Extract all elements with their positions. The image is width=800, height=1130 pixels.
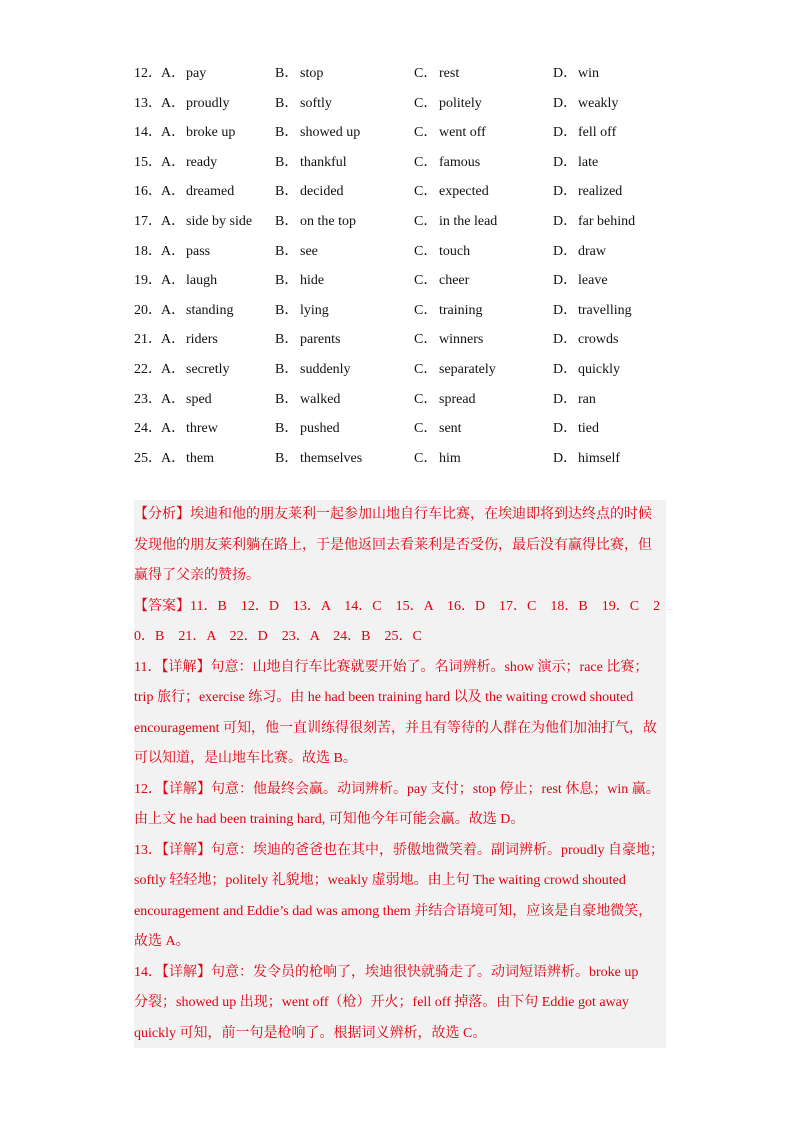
option-text: dreamed (186, 184, 235, 200)
option-letter: D． (553, 421, 578, 437)
detail-line: 可以知道，是山地车比赛。故选 B。 (134, 751, 357, 766)
detail-line: 12．【详解】句意：他最终会赢。动词辨析。pay 支付；stop 停止；rest 休息；win 赢。 (134, 781, 660, 797)
question-row (134, 447, 694, 477)
option-text: in the lead (439, 213, 498, 229)
option-letter: D． (553, 302, 578, 318)
option-text: tied (578, 421, 599, 437)
option-letter: B． (275, 95, 299, 111)
option-letter: D． (553, 243, 578, 259)
option (553, 271, 608, 291)
option-text: suddenly (300, 361, 351, 377)
option-text: separately (439, 361, 496, 377)
question-number: 15． (134, 154, 162, 170)
option (553, 64, 599, 84)
option-letter: C． (414, 332, 438, 348)
option (275, 123, 360, 143)
option-letter: A． (161, 391, 186, 407)
option (553, 242, 606, 262)
question-number: 14． (134, 125, 162, 141)
option (414, 390, 476, 410)
option (275, 390, 340, 410)
detail-line: trip 旅行；exercise 练习。由 he had been training hard 以及 the waiting crowd shouted (134, 690, 634, 705)
detail-12 (134, 775, 666, 836)
option-letter: B． (275, 421, 299, 437)
option-letter: A． (161, 66, 186, 81)
option-text: fell off (578, 125, 617, 141)
option-text: sped (186, 391, 212, 407)
option-letter: B． (275, 361, 299, 377)
option-letter: D． (553, 213, 578, 229)
option-letter: B． (275, 184, 299, 200)
option-letter: C． (414, 273, 438, 289)
option-letter: A． (161, 184, 186, 200)
option-text: quickly (578, 361, 620, 377)
option (275, 449, 362, 469)
option-letter: D． (553, 66, 578, 81)
option (553, 330, 618, 350)
option-text: went off (439, 125, 486, 141)
option (275, 330, 340, 350)
option-text: touch (439, 243, 471, 259)
option (414, 182, 489, 202)
option-text: ready (186, 154, 218, 170)
question-row (134, 358, 694, 388)
option (553, 360, 620, 380)
question-number: 21． (134, 332, 162, 348)
option (553, 182, 622, 202)
option (275, 212, 356, 232)
option-text: him (439, 450, 461, 466)
detail-line: 由上文 he had been training hard, 可知他今年可能会赢。故选 D。 (134, 812, 525, 827)
question-number: 25． (134, 450, 162, 466)
option (414, 153, 480, 173)
option (414, 330, 483, 350)
question-number: 22． (134, 361, 162, 377)
option-letter: B． (275, 66, 299, 81)
analysis-line: 赢得了父亲的赞扬。 (134, 568, 260, 583)
option-letter: C． (414, 243, 438, 259)
option (161, 94, 230, 114)
analysis-line: 【分析】埃迪和他的朋友莱利一起参加山地自行车比赛，在埃迪即将到达终点的时候 (134, 507, 652, 522)
option-letter: A． (161, 361, 186, 377)
option (161, 390, 212, 410)
option (161, 153, 217, 173)
detail-line: encouragement and Eddie’s dad was among them 并结合语境可知，应该是自豪地微笑， (134, 903, 653, 919)
option-letter: D． (553, 95, 578, 111)
option-letter: C． (414, 66, 438, 81)
option-text: travelling (578, 302, 632, 318)
option (161, 123, 235, 143)
option (161, 64, 206, 84)
option (553, 301, 632, 321)
detail-line: 14．【详解】句意：发令员的枪响了，埃迪很快就骑走了。动词短语辨析。broke up (134, 964, 639, 980)
option-text: crowds (578, 332, 619, 348)
option-text: on the top (300, 213, 356, 229)
question-row (134, 62, 694, 92)
option (553, 419, 599, 439)
option (414, 242, 470, 262)
option (553, 390, 596, 410)
option (275, 301, 329, 321)
option (414, 271, 469, 291)
detail-line: 11．【详解】句意：山地自行车比赛就要开始了。名词辨析。show 演示；race 比赛； (134, 659, 649, 675)
option (414, 360, 496, 380)
option-letter: A． (161, 213, 186, 229)
option (161, 242, 210, 262)
question-row (134, 180, 694, 210)
option (414, 301, 483, 321)
option-letter: B． (275, 450, 299, 466)
detail-14 (134, 958, 666, 1050)
question-row (134, 299, 694, 329)
option-letter: D． (553, 361, 578, 377)
option-text: rest (439, 66, 460, 81)
option-text: them (186, 450, 214, 466)
option-text: spread (439, 391, 476, 407)
option-letter: A． (161, 421, 186, 437)
question-number: 20． (134, 302, 162, 318)
option-letter: A． (161, 154, 186, 170)
option (275, 182, 344, 202)
question-number: 12． (134, 66, 162, 81)
option-letter: A． (161, 450, 186, 466)
option-text: win (578, 66, 599, 81)
option-letter: C． (414, 361, 438, 377)
option-text: famous (439, 154, 481, 170)
option-text: stop (300, 66, 324, 81)
option-letter: B． (275, 213, 299, 229)
detail-line: encouragement 可知，他一直训练得很刻苦，并且有等待的人群在为他们加油打气，故 (134, 720, 658, 736)
option (275, 271, 324, 291)
option-letter: D． (553, 125, 578, 141)
option (414, 212, 497, 232)
option-text: pushed (300, 421, 340, 437)
option-letter: C． (414, 95, 438, 111)
question-number: 24． (134, 421, 162, 437)
option-text: see (300, 243, 318, 259)
option-text: far behind (578, 213, 636, 229)
option (161, 301, 233, 321)
analysis-line: 发现他的朋友莱利躺在路上，于是他返回去看莱利是否受伤，最后没有赢得比赛，但 (134, 537, 652, 553)
answer-line: 0．B 21．A 22．D 23．A 24．B 25．C (134, 629, 422, 644)
option-text: thankful (300, 154, 347, 170)
option (161, 330, 218, 350)
detail-13 (134, 836, 666, 958)
question-number: 13． (134, 95, 162, 111)
option (161, 182, 234, 202)
option-letter: A． (161, 302, 186, 318)
option (275, 242, 318, 262)
option-letter: B． (275, 302, 299, 318)
option-letter: D． (553, 332, 578, 348)
question-number: 23． (134, 391, 162, 407)
option-letter: D． (553, 450, 578, 466)
option-letter: B． (275, 273, 299, 289)
option-text: softly (300, 95, 332, 111)
option-text: standing (186, 302, 234, 318)
option-text: pass (186, 243, 211, 259)
option (275, 64, 323, 84)
answer-key (134, 592, 666, 653)
option (414, 64, 459, 84)
option-text: showed up (300, 125, 361, 141)
question-row (134, 388, 694, 418)
detail-line: 分裂；showed up 出现；went off（枪）开火；fell off 掉落。由下句 Eddie got away (134, 995, 629, 1010)
analysis-box (134, 500, 666, 1048)
option-letter: B． (275, 125, 299, 141)
option-letter: C． (414, 421, 438, 437)
option-text: expected (439, 184, 489, 200)
option-text: laugh (186, 273, 218, 289)
option (275, 419, 340, 439)
answer-line: 【答案】11．B 12．D 13．A 14．C 15．A 16．D 17．C 18．B 19．C 2 (134, 598, 661, 614)
option-text: walked (300, 391, 341, 407)
option-letter: D． (553, 154, 578, 170)
option-text: proudly (186, 95, 230, 111)
option-text: politely (439, 95, 482, 111)
option-text: weakly (578, 95, 619, 111)
option-text: broke up (186, 125, 236, 141)
option-letter: B． (275, 154, 299, 170)
option (414, 449, 461, 469)
option (275, 360, 351, 380)
option-letter: B． (275, 391, 299, 407)
option (414, 94, 482, 114)
question-row (134, 92, 694, 122)
option (275, 153, 347, 173)
option (275, 94, 332, 114)
option (161, 271, 217, 291)
option-letter: A． (161, 95, 186, 111)
option-letter: C． (414, 302, 438, 318)
question-row (134, 269, 694, 299)
option-letter: A． (161, 273, 186, 289)
question-number: 18． (134, 243, 162, 259)
option-text: decided (300, 184, 344, 200)
option (553, 212, 635, 232)
question-number: 16． (134, 184, 162, 200)
option-text: late (578, 154, 599, 170)
option-text: ran (578, 391, 596, 407)
option (161, 419, 218, 439)
option-letter: C． (414, 450, 438, 466)
option (414, 123, 486, 143)
option-letter: A． (161, 243, 186, 259)
detail-line: 故选 A。 (134, 934, 190, 949)
question-row (134, 328, 694, 358)
question-row (134, 121, 694, 151)
option-text: riders (186, 332, 218, 348)
option-text: himself (578, 450, 620, 466)
detail-11 (134, 653, 666, 775)
option-letter: B． (275, 243, 299, 259)
option-text: threw (186, 421, 218, 437)
option (553, 449, 620, 469)
option-letter: C． (414, 213, 438, 229)
detail-line: softly 轻轻地；politely 礼貌地；weakly 虚弱地。由上句 The waiting crowd shouted (134, 873, 626, 888)
option-text: themselves (300, 450, 363, 466)
option-text: sent (439, 421, 462, 437)
detail-line: quickly 可知，前一句是枪响了。根据词义辨析，故选 C。 (134, 1025, 487, 1041)
option-letter: C． (414, 125, 438, 141)
option-text: winners (439, 332, 484, 348)
option-letter: C． (414, 184, 438, 200)
option-text: realized (578, 184, 623, 200)
question-row (134, 151, 694, 181)
question-row (134, 240, 694, 270)
option-text: training (439, 302, 483, 318)
option-letter: D． (553, 273, 578, 289)
option (553, 123, 616, 143)
option-letter: D． (553, 184, 578, 200)
option-letter: B． (275, 332, 299, 348)
question-options-list (134, 62, 694, 476)
question-number: 17． (134, 213, 162, 229)
option (161, 449, 214, 469)
option-letter: D． (553, 391, 578, 407)
option (553, 94, 618, 114)
option-text: secretly (186, 361, 230, 377)
option-text: cheer (439, 273, 470, 289)
option (553, 153, 598, 173)
question-row (134, 417, 694, 447)
analysis-summary (134, 500, 666, 592)
option-text: pay (186, 66, 207, 81)
option-text: parents (300, 332, 341, 348)
detail-line: 13．【详解】句意：埃迪的爸爸也在其中，骄傲地微笑着。副词辨析。proudly 自豪地； (134, 842, 665, 858)
question-row (134, 210, 694, 240)
option (161, 212, 252, 232)
option (414, 419, 462, 439)
question-number: 19． (134, 273, 162, 289)
option-text: lying (300, 302, 329, 318)
option-text: draw (578, 243, 606, 259)
option-text: hide (300, 273, 325, 289)
option-text: side by side (186, 213, 253, 229)
option-text: leave (578, 273, 608, 289)
option-letter: A． (161, 125, 186, 141)
option (161, 360, 230, 380)
option-letter: A． (161, 332, 186, 348)
option-letter: C． (414, 391, 438, 407)
option-letter: C． (414, 154, 438, 170)
